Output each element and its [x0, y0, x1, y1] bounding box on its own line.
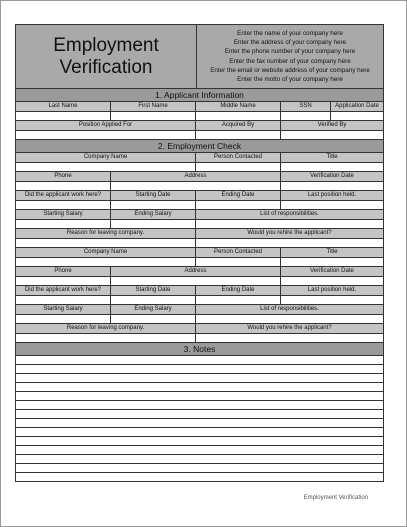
company-name-field[interactable] [16, 163, 196, 171]
first-name-label: First Name [111, 102, 196, 111]
phone-label: Phone [16, 267, 111, 276]
ending-date-field[interactable] [196, 201, 281, 209]
company-name-label: Company Name [16, 248, 196, 257]
notes-line[interactable] [16, 392, 383, 401]
title-line-2: Verification [59, 56, 153, 78]
verified-by-field[interactable] [281, 131, 383, 139]
notes-line[interactable] [16, 401, 383, 410]
employment-verification-form [15, 24, 384, 482]
company-motto-line: Enter the motto of your company here [237, 75, 343, 83]
starting-salary-label: Starting Salary [16, 210, 111, 219]
phone-field[interactable] [16, 277, 111, 285]
reason-leaving-label: Reason for leaving company. [16, 324, 196, 333]
notes-line[interactable] [16, 455, 383, 464]
notes-line[interactable] [16, 374, 383, 383]
employer-2-labels-row-5 [16, 324, 383, 334]
application-date-label: Application Date [335, 103, 379, 109]
starting-date-label: Starting Date [111, 286, 196, 295]
employer-2-values-row-3 [16, 296, 383, 305]
notes-line[interactable] [16, 464, 383, 473]
address-label: Address [111, 267, 281, 276]
title-line-1: Employment [53, 34, 159, 56]
ending-salary-label: Ending Salary [111, 210, 196, 219]
notes-line[interactable] [16, 365, 383, 374]
ending-salary-field[interactable] [111, 315, 196, 323]
company-phone-line: Enter the phone number of your company here [224, 48, 356, 56]
verification-date-field[interactable] [281, 277, 383, 285]
starting-date-field[interactable] [111, 296, 196, 304]
employer-2-labels-row-4 [16, 305, 383, 315]
applicant-labels-row-1 [16, 102, 383, 112]
ending-date-field[interactable] [196, 296, 281, 304]
form-header [16, 25, 383, 89]
reason-leaving-field[interactable] [16, 334, 196, 342]
position-applied-label: Position Applied For [16, 121, 196, 130]
verified-by-label: Verified By [317, 122, 347, 128]
rehire-label: Would you rehire the applicant? [247, 230, 332, 236]
acquired-by-label: Acquired By [196, 121, 281, 130]
ending-salary-field[interactable] [111, 220, 196, 228]
starting-salary-field[interactable] [16, 315, 111, 323]
employer-1-labels-row-2 [16, 172, 383, 182]
responsibilities-field[interactable] [196, 315, 383, 323]
company-email-line: Enter the email or website address of your company here [210, 66, 370, 74]
employer-1-labels-row-5 [16, 229, 383, 239]
verification-date-label: Verification Date [310, 268, 354, 274]
employer-2-values-row-4 [16, 315, 383, 324]
notes-line[interactable] [16, 473, 383, 481]
notes-line[interactable] [16, 446, 383, 455]
applicant-values-row-2 [16, 131, 383, 140]
ending-salary-label: Ending Salary [111, 305, 196, 314]
last-name-label: Last Name [16, 102, 111, 111]
rehire-field[interactable] [196, 334, 383, 342]
employer-2-values-row-1 [16, 258, 383, 267]
title-label: Title [326, 249, 338, 255]
ssn-field[interactable] [281, 112, 331, 120]
first-name-field[interactable] [111, 112, 196, 120]
form-title [16, 25, 197, 88]
position-applied-field[interactable] [16, 131, 196, 139]
rehire-field[interactable] [196, 239, 383, 247]
worked-here-field[interactable] [16, 201, 111, 209]
starting-date-field[interactable] [111, 201, 196, 209]
last-position-field[interactable] [281, 296, 383, 304]
notes-line[interactable] [16, 383, 383, 392]
notes-area[interactable] [16, 356, 383, 481]
notes-line[interactable] [16, 437, 383, 446]
address-field[interactable] [111, 182, 281, 190]
responsibilities-label: List of responsibilities. [260, 211, 319, 217]
employer-2-values-row-2 [16, 277, 383, 286]
last-position-field[interactable] [281, 201, 383, 209]
employer-2-labels-row-2 [16, 267, 383, 277]
notes-line[interactable] [16, 356, 383, 365]
employer-1-labels-row-4 [16, 210, 383, 220]
application-date-field[interactable] [331, 112, 383, 120]
last-name-field[interactable] [16, 112, 111, 120]
worked-here-label: Did the applicant work here? [16, 191, 111, 200]
title-label: Title [326, 154, 338, 160]
person-contacted-label: Person Contacted [196, 153, 281, 162]
worked-here-label: Did the applicant work here? [16, 286, 111, 295]
applicant-values-row-1 [16, 112, 383, 121]
ending-date-label: Ending Date [196, 286, 281, 295]
last-position-label: Last position held. [307, 192, 357, 198]
address-field[interactable] [111, 277, 281, 285]
employer-2-labels-row-3 [16, 286, 383, 296]
employer-1-labels-row-3 [16, 191, 383, 201]
company-info[interactable] [197, 25, 383, 88]
responsibilities-label: List of responsibilities. [260, 306, 319, 312]
notes-line[interactable] [16, 428, 383, 437]
employer-1-values-row-3 [16, 201, 383, 210]
company-fax-line: Enter the fax number of your company here [229, 57, 351, 65]
company-address-line: Enter the address of your company here [233, 39, 347, 47]
phone-label: Phone [16, 172, 111, 181]
person-contacted-field[interactable] [196, 258, 281, 266]
middle-name-field[interactable] [196, 112, 281, 120]
starting-salary-label: Starting Salary [16, 305, 111, 314]
title-field[interactable] [281, 258, 383, 266]
verification-date-label: Verification Date [310, 173, 354, 179]
section-notes: 3. Notes [16, 343, 383, 356]
verification-date-field[interactable] [281, 182, 383, 190]
employer-2-labels-row-1 [16, 248, 383, 258]
rehire-label: Would you rehire the applicant? [247, 325, 332, 331]
ending-date-label: Ending Date [196, 191, 281, 200]
person-contacted-label: Person Contacted [196, 248, 281, 257]
employer-1-values-row-4 [16, 220, 383, 229]
section-applicant-information: 1. Applicant Information [16, 89, 383, 102]
worked-here-field[interactable] [16, 296, 111, 304]
employer-1-values-row-2 [16, 182, 383, 191]
notes-line[interactable] [16, 419, 383, 428]
title-field[interactable] [281, 163, 383, 171]
employer-1-values-row-1 [16, 163, 383, 172]
last-position-label: Last position held. [307, 287, 357, 293]
applicant-labels-row-2 [16, 121, 383, 131]
ssn-label: SSN [281, 102, 331, 111]
starting-date-label: Starting Date [111, 191, 196, 200]
company-name-label: Company Name [16, 153, 196, 162]
company-name-field[interactable] [16, 258, 196, 266]
employer-1-labels-row-1 [16, 153, 383, 163]
company-name-line: Enter the name of your company here [237, 29, 343, 37]
phone-field[interactable] [16, 182, 111, 190]
acquired-by-field[interactable] [196, 131, 281, 139]
starting-salary-field[interactable] [16, 220, 111, 228]
middle-name-label: Middle Name [196, 102, 281, 111]
employer-1-values-row-5 [16, 239, 383, 248]
notes-line[interactable] [16, 410, 383, 419]
footer-caption: Employment Verification [303, 495, 368, 501]
section-employment-check: 2. Employment Check [16, 140, 383, 153]
person-contacted-field[interactable] [196, 163, 281, 171]
responsibilities-field[interactable] [196, 220, 383, 228]
employer-2-values-row-5 [16, 334, 383, 343]
reason-leaving-label: Reason for leaving company. [16, 229, 196, 238]
address-label: Address [111, 172, 281, 181]
reason-leaving-field[interactable] [16, 239, 196, 247]
